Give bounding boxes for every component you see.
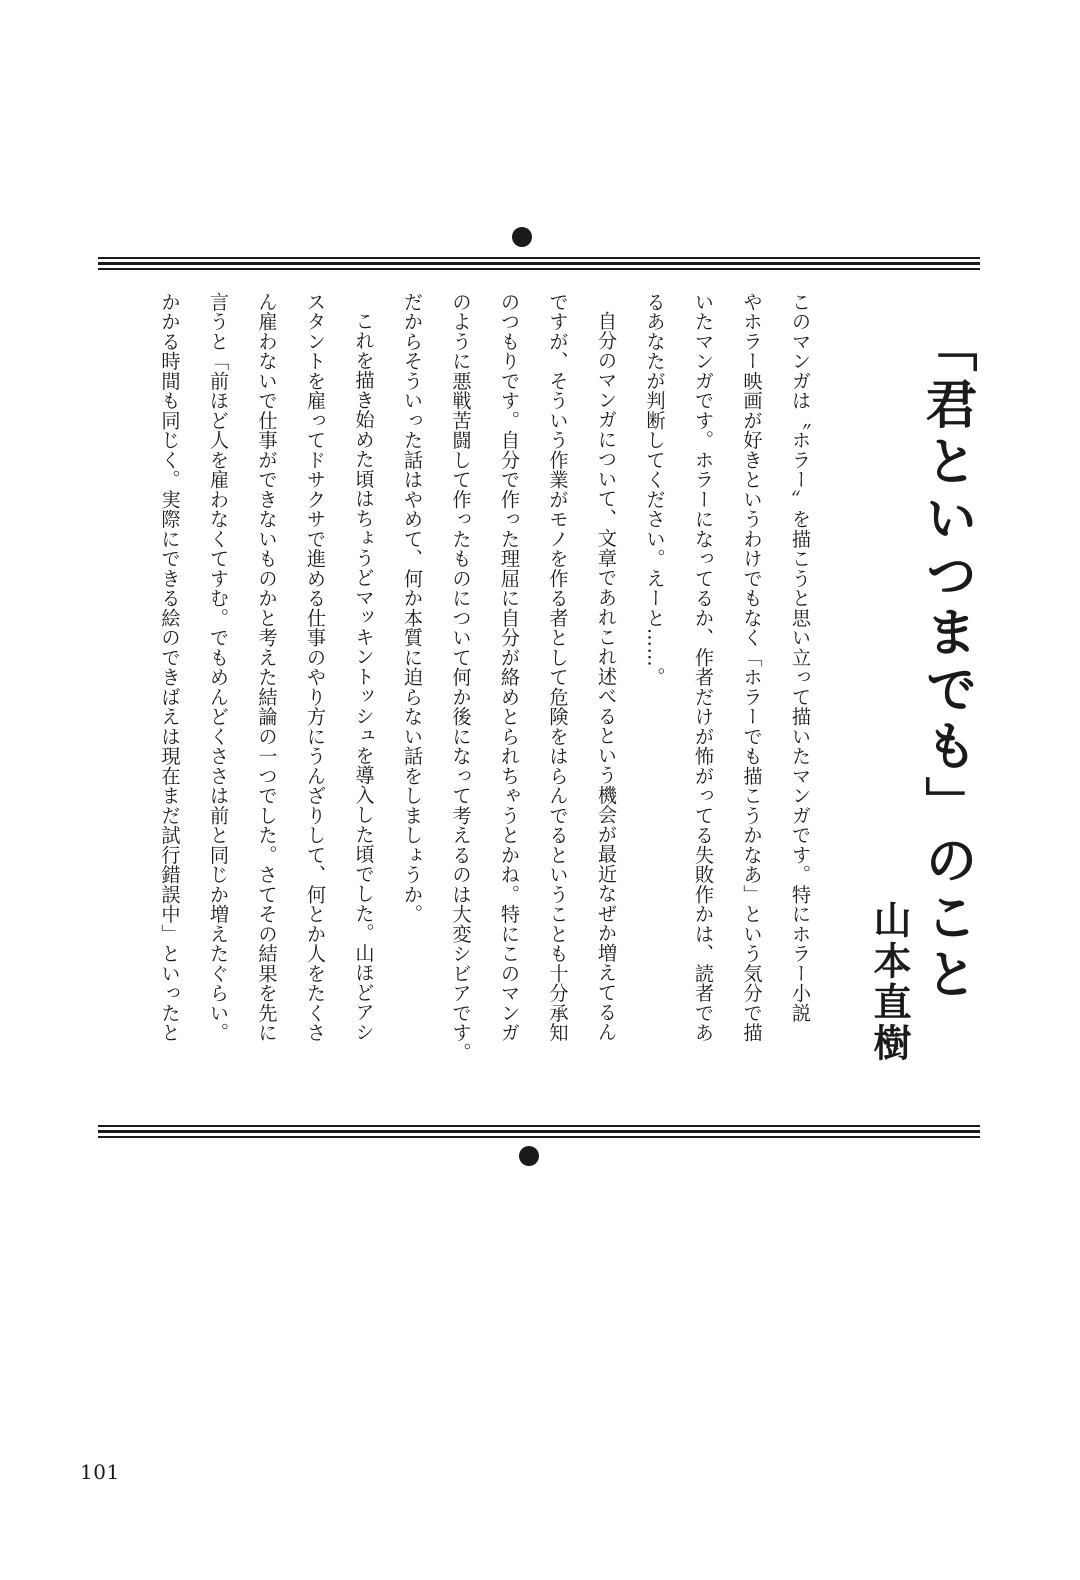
rule-line [98,262,980,265]
rule-line [98,1125,980,1127]
paragraph-3: これを描き始めた頃はちょうどマッキントッシュを導入した頃でした。山ほどアシ スタントを雇ってドサクサで進める仕事のやり方にうんざりして、何とか人をたくさ ん雇わないで仕事ができないものかと考えた結論の一つでした。さてその結果を先に 言うと「前ほど人を雇わなくてすむ。でもめんどくささは前と同じか増えたぐらい。 かかる時間も同じく。実際にできる絵のできばえは現在まだ試行錯誤中」といったと [158,292,376,1043]
essay-author: 山本直樹 [867,900,911,1064]
rule-line [98,268,980,270]
rule-line [98,1136,980,1138]
ornament-dot-bottom [519,1146,539,1166]
ornament-dot-top [512,227,532,247]
ornament-rule-bottom [98,1125,980,1138]
essay [92,292,978,1122]
paragraph-2: 自分のマンガについて、文章であれこれ述べるという機会が最近なぜか増えてるん ですが、そういう作業がモノを作る者として危険をはらんでるということも十分承知 のつもりです。自分で作った理屈に自分が絡めとられちゃうとかね。特にこのマンガ のように悪戦苦闘して作ったものについて何か後になって考えるのは大変シビアです。 だからそういった話はやめて、何か本質に迫らない話をしましょうか。 [401,292,618,1063]
rule-line [98,1130,980,1133]
essay-title: 「君といつまでも」のこと [916,320,976,1004]
rule-line [98,257,980,259]
essay-body [145,292,824,1122]
ornament-rule-top [98,257,980,270]
paragraph-1: このマンガは〝ホラー〟を描こうと思い立って描いたマンガです。特にホラー小説 やホラー映画が好きというわけでもなく「ホラーでも描こうかなあ」という気分で描 いたマンガです。ホラーになってるか、作者だけが怖がってる失敗作かは、読者であ るあなたが判断してください。えーと……。 [643,292,812,1043]
page-number: 101 [80,1460,120,1484]
